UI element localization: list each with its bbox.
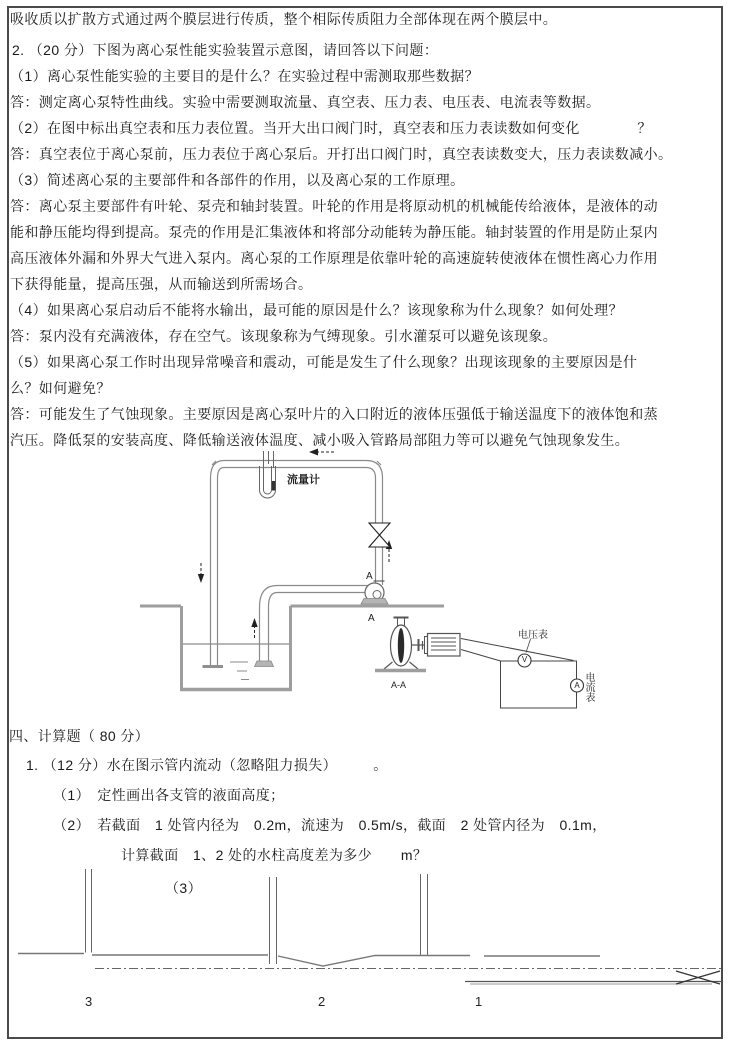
flow-arrow-up-suction — [251, 618, 257, 638]
text-line: 么？如何避免？ — [10, 380, 111, 396]
text-line: 计算截面 1、2 处的水柱高度差为多少 m？ — [121, 847, 428, 863]
text-line: （3）简述离心泵的主要部件和各部件的作用，以及离心泵的工作原理。 — [10, 172, 465, 188]
impeller — [398, 628, 404, 663]
text-line: 答：真空表位于离心泵前，压力表位于离心泵后。开打出口阀门时，真空表读数变大，压力表读数减小。 — [10, 146, 673, 162]
text-line: 高压液体外漏和外界大气进入泵内。离心泵的工作原理是依靠叶轮的高速旋转使液体在惯性离心力作用 — [10, 250, 658, 266]
text-line: 2. （20 分）下图为离心泵性能实验装置示意图，请回答以下问题： — [12, 42, 439, 58]
text-line: （3） — [165, 880, 202, 896]
manometer-fluid — [272, 481, 276, 491]
text-line: （1） 定性画出各支管的液面高度； — [53, 787, 285, 803]
section-1-label: 1 — [475, 994, 483, 1009]
water-ripples — [230, 662, 249, 680]
text-line: 答：可能发生了气蚀现象。主要原因是离心泵叶片的入口附近的液体压强低于输送温度下的液体饱和蒸 — [10, 406, 658, 422]
flow-arrow-down-return — [198, 563, 204, 583]
text-line: 能和静压能均得到提高。泵壳的作用是汇集液体和将部分动能转为静压能。轴封装置的作用是防止泵内 — [10, 224, 658, 240]
voltmeter-symbol: V — [521, 655, 528, 664]
pump-experiment-diagram — [140, 449, 584, 709]
section-a-label-pipe: A — [366, 571, 373, 582]
wire — [461, 650, 501, 662]
voltmeter-label: 电压表 — [518, 630, 548, 641]
text-line: （4）如果离心泵启动后不能将水输出，最可能的原因是什么？该现象称为什么现象？如何处理？ — [10, 302, 623, 318]
text-line: （2） 若截面 1 处管内径为 0.2m，流速为 0.5m/s，截面 2 处管内径为 0.1m， — [53, 817, 607, 833]
pipe-wall-line — [18, 954, 600, 967]
text-line: 答：泵内没有充满液体，存在空气。该现象称为气缚现象。引水灌泵可以避免该现象。 — [10, 328, 558, 344]
u-tube-manometer — [260, 451, 276, 498]
text-line: 1. （12 分）水在图示管内流动（忽略阻力损失） 。 — [26, 757, 388, 773]
piezometer-tube-1 — [421, 874, 428, 955]
piezometer-tube-3 — [86, 869, 92, 953]
voltmeter-leader-line — [526, 639, 531, 653]
pump-volute — [361, 583, 388, 604]
wire — [461, 639, 574, 661]
section-heading: 四、计算题（ 80 分） — [9, 728, 150, 744]
text-line: （2）在图中标出真空表和压力表位置。当开大出口阀门时，真空表和压力表读数如何变化 ？ — [10, 120, 652, 136]
ammeter-label: 电流表 — [583, 672, 594, 702]
flow-arrow-left — [309, 449, 334, 456]
text-line: 汽压。降低泵的安装高度、降低输送液体温度、减小吸入管路局部阻力等可以避免气蚀现象发生。 — [10, 432, 630, 448]
pump-section-view — [375, 618, 427, 671]
section-view-label: A-A — [391, 680, 407, 690]
text-line: 吸收质以扩散方式通过两个膜层进行传质，整个相际传质阻力全部体现在两个膜层中。 — [10, 11, 558, 27]
section-a-label-bench: A — [368, 613, 375, 624]
ammeter-symbol: A — [574, 680, 580, 690]
electrical-circuit — [461, 639, 584, 709]
pipe-section-diagram — [18, 869, 722, 984]
return-pipe-foot — [203, 665, 224, 668]
text-line: （1）离心泵性能实验的主要目的是什么？在实验过程中需测取那些数据？ — [10, 68, 479, 84]
section-2-label: 2 — [318, 994, 326, 1009]
section-3-label: 3 — [85, 994, 93, 1009]
text-line: 下获得能量，提高压强，从而输送到所需场合。 — [10, 276, 313, 292]
text-line: （5）如果离心泵工作时出现异常噪音和震动，可能是发生了什么现象？出现该现象的主要原因是什 — [10, 354, 638, 370]
valve-icon — [369, 523, 390, 547]
text-line: 答：离心泵主要部件有叶轮、泵壳和轴封装置。叶轮的作用是将原动机的机械能传给液体，是液体的动 — [10, 198, 658, 214]
flow-meter-label: 流量计 — [287, 474, 320, 486]
suction-pipe-foot — [255, 661, 274, 667]
motor — [425, 634, 461, 657]
piezometer-tube-2 — [270, 877, 277, 964]
text-line: 答：测定离心泵特性曲线。实验中需要测取流量、真空表、压力表、电压表、电流表等数据。 — [10, 94, 601, 110]
